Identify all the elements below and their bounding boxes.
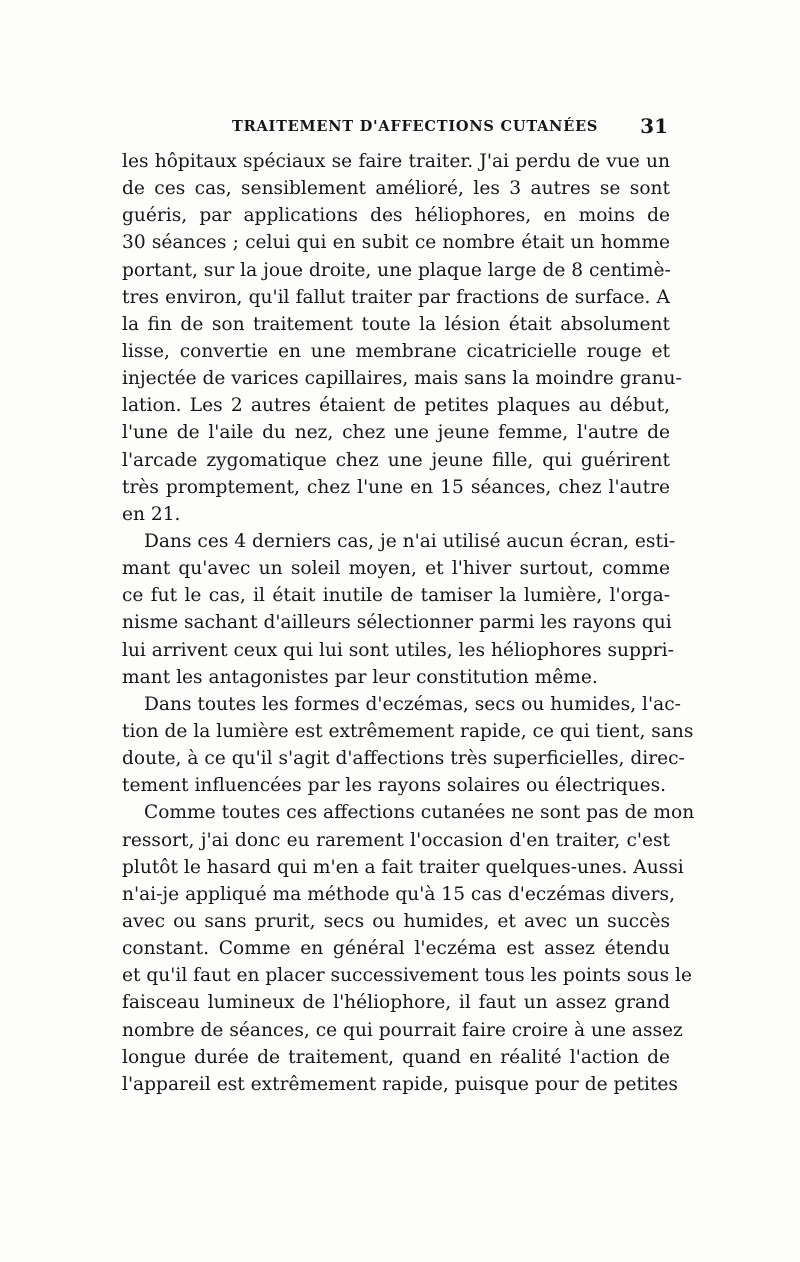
text-line: lisse, convertie en une membrane cicatricielle rouge et (122, 340, 670, 362)
text-line: mant qu'avec un soleil moyen, et l'hiver surtout, comme (122, 558, 670, 580)
text-line: nombre de séances, ce qui pourrait faire croire à une assez (122, 1019, 683, 1041)
text-line: en 21. (122, 503, 181, 525)
text-line: 30 séances ; celui qui en subit ce nombre était un homme (122, 232, 670, 254)
text-line: avec ou sans prurit, secs ou humides, et avec un succès (122, 910, 670, 932)
running-head (122, 114, 668, 140)
text-line: guéris, par applications des héliophores, en moins de (122, 205, 670, 227)
text-line: ce fut le cas, il était inutile de tamiser la lumière, l'orga- (122, 585, 670, 607)
text-line: Comme toutes ces affections cutanées ne sont pas de mon (144, 802, 695, 824)
text-line: les hôpitaux spéciaux se faire traiter. J'ai perdu de vue un (122, 151, 670, 172)
text-line: ressort, j'ai donc eu rarement l'occasion d'en traiter, c'est (122, 829, 670, 851)
text-line: portant, sur la joue droite, une plaque large de 8 centimè- (122, 259, 671, 281)
text-line: faisceau lumineux de l'héliophore, il faut un assez grand (122, 992, 670, 1014)
running-title: TRAITEMENT D'AFFECTIONS CUTANÉES (232, 118, 599, 135)
text-line: la fin de son traitement toute la lésion était absolument (122, 313, 670, 335)
text-line: tres environ, qu'il fallut traiter par fractions de surface. A (122, 286, 670, 308)
text-line: et qu'il faut en placer successivement tous les points sous le (122, 965, 692, 987)
text-line: Dans ces 4 derniers cas, je n'ai utilisé aucun écran, esti- (144, 530, 676, 552)
text-line: Dans toutes les formes d'eczémas, secs ou humides, l'ac- (144, 693, 681, 715)
text-line: très promptement, chez l'une en 15 séances, chez l'autre (122, 476, 670, 498)
page-number: 31 (640, 114, 668, 138)
body-text (122, 148, 695, 1098)
text-line: longue durée de traitement, quand en réalité l'action de (122, 1046, 670, 1068)
text-line: mant les antagonistes par leur constitution même. (122, 666, 598, 688)
text-line: l'arcade zygomatique chez une jeune fille, qui guérirent (122, 449, 670, 471)
text-line: plutôt le hasard qui m'en a fait traiter quelques-unes. Aussi (122, 856, 684, 878)
text-line: lation. Les 2 autres étaient de petites plaques au début, (122, 395, 670, 417)
text-line: l'appareil est extrêmement rapide, puisque pour de petites (122, 1073, 678, 1095)
text-line: tement influencées par les rayons solaires ou électriques. (122, 775, 667, 797)
text-line: tion de la lumière est extrêmement rapide, ce qui tient, sans (122, 720, 694, 742)
text-line: injectée de varices capillaires, mais sans la moindre granu- (122, 368, 682, 390)
text-line: doute, à ce qu'il s'agit d'affections très superficielles, direc- (122, 748, 685, 770)
text-line: lui arrivent ceux qui lui sont utiles, les héliophores suppri- (122, 639, 674, 661)
text-line: l'une de l'aile du nez, chez une jeune femme, l'autre de (122, 422, 670, 444)
text-line: n'ai-je appliqué ma méthode qu'à 15 cas d'eczémas divers, (122, 883, 675, 905)
text-line: de ces cas, sensiblement amélioré, les 3 autres se sont (122, 178, 670, 200)
text-line: constant. Comme en général l'eczéma est assez étendu (122, 938, 670, 960)
text-line: nisme sachant d'ailleurs sélectionner parmi les rayons qui (122, 612, 672, 634)
